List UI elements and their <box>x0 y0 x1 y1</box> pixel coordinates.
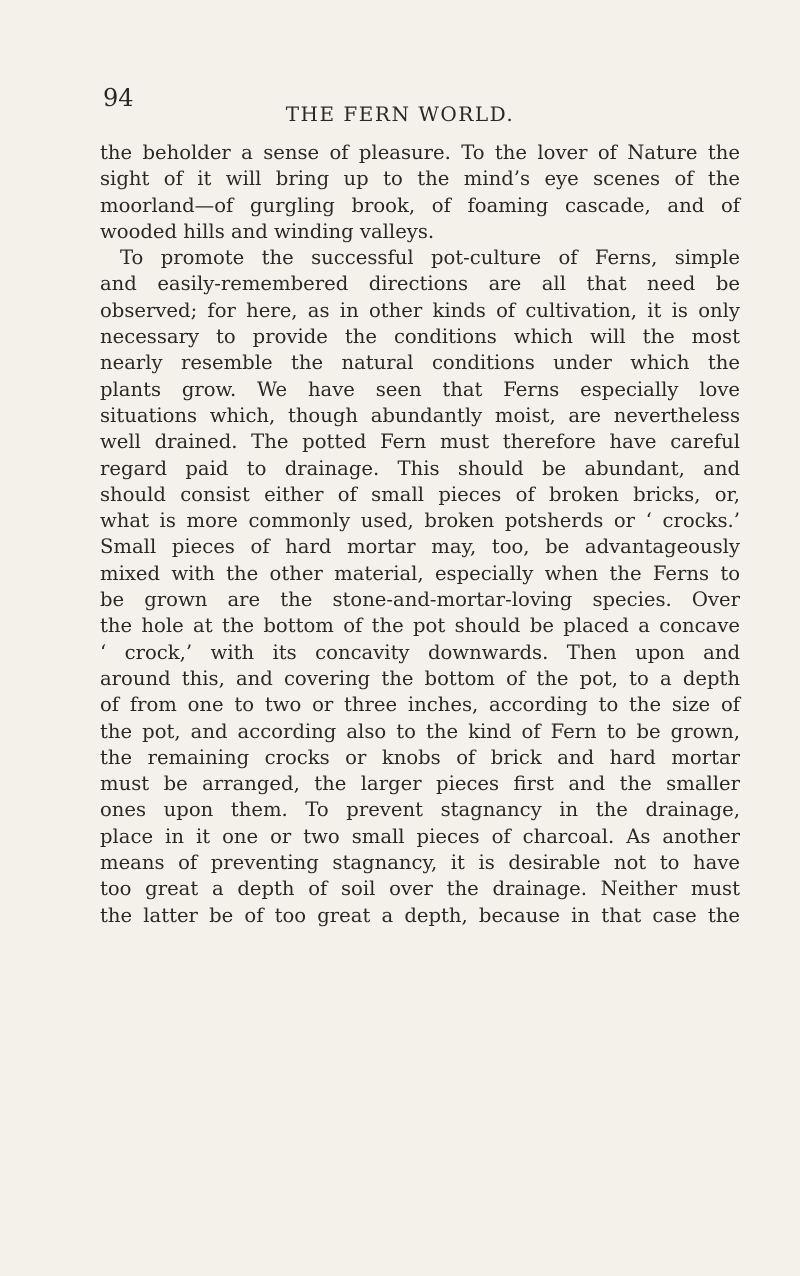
text-line: situations which, though abundantly moist, are nevertheless <box>100 403 740 427</box>
text-line: ones upon them. To prevent stagnancy in the drainage, <box>100 798 740 822</box>
text-line: should consist either of small pieces of broken bricks, or, <box>100 482 740 506</box>
text-line: must be arranged, the larger pieces first and the smaller <box>100 772 740 796</box>
text-line: of from one to two or three inches, according to the size of <box>100 693 740 717</box>
text-line: nearly resemble the natural conditions under which the <box>100 351 740 375</box>
text-line: means of preventing stagnancy, it is desirable not to have <box>100 851 740 875</box>
text-line: what is more commonly used, broken potsherds or ‘ crocks.’ <box>100 509 740 533</box>
text-line: sight of it will bring up to the mind’s eye scenes of the <box>100 167 740 191</box>
text-line: be grown are the stone-and-mortar-loving species. Over <box>100 588 740 612</box>
text-line: ‘ crock,’ with its concavity downwards. Then upon and <box>100 640 740 664</box>
text-line: well drained. The potted Fern must therefore have careful <box>100 430 740 454</box>
text-line: necessary to provide the conditions which will the most <box>100 325 740 349</box>
text-line: wooded hills and winding valleys. <box>100 219 435 243</box>
text-line: the hole at the bottom of the pot should be placed a concave <box>100 614 740 638</box>
text-line: plants grow. We have seen that Ferns especially love <box>100 377 740 401</box>
text-line: mixed with the other material, especially when the Ferns to <box>100 561 740 585</box>
text-line: the latter be of too great a depth, because in that case the <box>100 903 740 927</box>
text-line: observed; for here, as in other kinds of cultivation, it is only <box>100 298 740 322</box>
body-text <box>100 140 740 929</box>
text-line: Small pieces of hard mortar may, too, be advantageously <box>100 535 740 559</box>
text-line: the remaining crocks or knobs of brick and hard mortar <box>100 745 740 769</box>
text-line: place in it one or two small pieces of charcoal. As another <box>100 824 740 848</box>
page-number: 94 <box>103 84 134 112</box>
text-line: the pot, and according also to the kind of Fern to be grown, <box>100 719 740 743</box>
text-line: around this, and covering the bottom of the pot, to a depth <box>100 666 740 690</box>
running-title: THE FERN WORLD. <box>285 102 515 126</box>
text-line: the beholder a sense of pleasure. To the lover of Nature the <box>100 141 740 164</box>
text-line: moorland—of gurgling brook, of foaming cascade, and of <box>100 193 740 217</box>
text-line: and easily-remembered directions are all that need be <box>100 272 740 296</box>
text-line: regard paid to drainage. This should be abundant, and <box>100 456 740 480</box>
text-line: To promote the successful pot-culture of Ferns, simple <box>120 246 740 270</box>
text-line: too great a depth of soil over the drainage. Neither must <box>100 877 740 901</box>
